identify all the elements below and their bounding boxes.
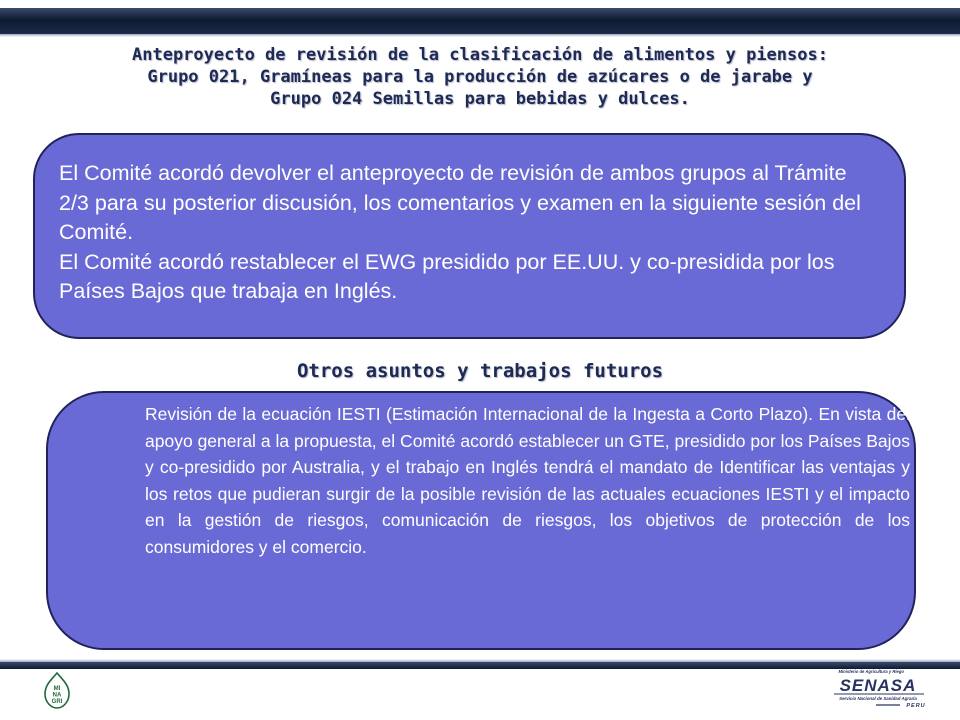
minagri-logo [42,672,72,712]
senasa-country: PERU [906,703,926,709]
senasa-logo [826,666,930,712]
decision-paragraph-2: El Comité acordó restablecer el EWG presidido por EE.UU. y co-presidida por los Países Bajos que trabaja en Inglés. [59,249,835,303]
minagri-line-1: MI [53,686,61,692]
decision-paragraph-1: El Comité acordó devolver el anteproyecto de revisión de ambos grupos al Trámite 2/3 para su posterior discusión, los comentarios y examen en la siguiente sesión del Comité. [59,161,861,244]
future-work-box [46,391,916,650]
slide-title [40,44,920,110]
minagri-line-2: NA [52,692,62,699]
future-work-text: Revisión de la ecuación IESTI (Estimación Internacional de la Ingesta a Corto Plazo). En vista del apoyo general a la propuesta, el Comité acordó establecer un GTE, presidido por los Países Bajos y co-presidido por Australia, y el trabajo en Inglés tendrá el mandato de Identificar las ventajas y los retos que pudieran surgir de la posible revisión de las actuales ecuaciones IESTI y el impacto en la gestión de riesgos, comunicación de riesgos, los objetivos de protección de los consumidores y el comercio. [145,404,910,557]
slide-title-line-1: Anteproyecto de revisión de la clasificación de alimentos y piensos: [132,45,828,65]
senasa-subtitle: Servicio Nacional de Sanidad Agraria [839,696,917,701]
bottom-footer-bar [0,662,960,669]
minagri-line-3: GRI [51,699,63,705]
slide-title-line-3: Grupo 024 Semillas para bebidas y dulces. [270,89,690,109]
senasa-ministry: Ministerio de Agricultura y Riego [838,669,904,674]
section-heading: Otros asuntos y trabajos futuros [296,360,664,382]
slide-title-line-2: Grupo 021, Gramíneas para la producción de azúcares o de jarabe y [147,67,813,87]
top-header-bar [0,8,960,34]
decision-summary-box [33,133,906,339]
senasa-name: SENASA [839,676,917,695]
